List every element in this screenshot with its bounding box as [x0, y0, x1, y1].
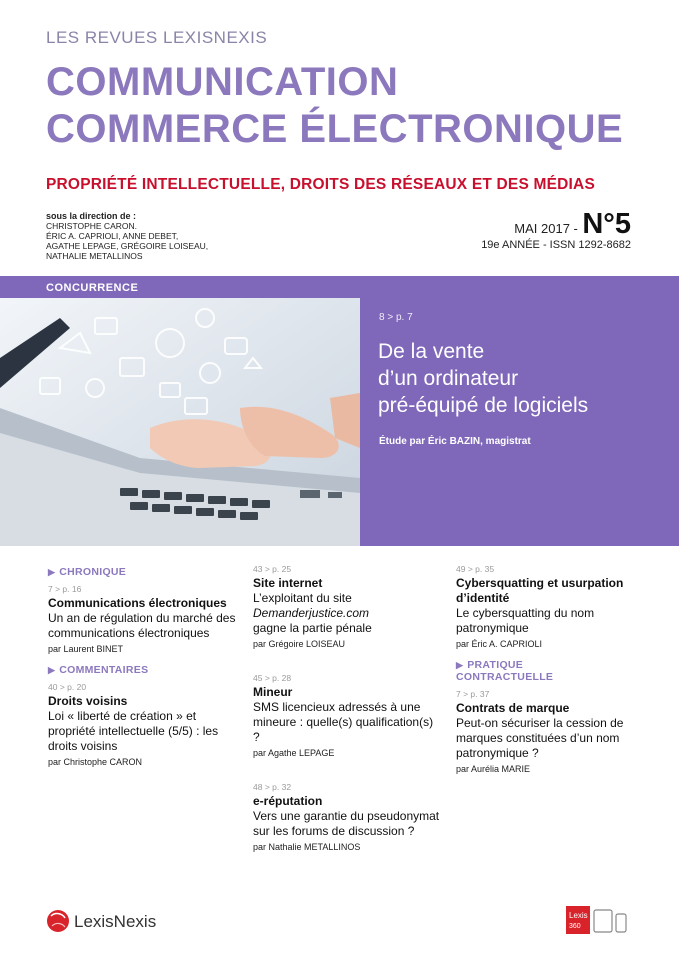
feature-title [378, 338, 668, 419]
article-title: Loi « liberté de création » et propriété intellectuelle (5/5) : les droits voisins [48, 709, 219, 753]
section-heading: ▶ CHRONIQUE [48, 566, 127, 578]
page-ref: 48 > p. 32 [253, 782, 292, 792]
page-ref: 7 > p. 37 [456, 689, 490, 699]
page-ref: 43 > p. 25 [253, 564, 292, 574]
feature-section-label: CONCURRENCE [46, 282, 139, 294]
article-author: par Laurent BINET [48, 644, 124, 654]
article-heading: Contrats de marque [456, 701, 570, 715]
direction-line: CHRISTOPHE CARON. [46, 221, 137, 231]
journal-subtitle: PROPRIÉTÉ INTELLECTUELLE, DROITS DES RÉSEAUX ET DES MÉDIAS [46, 176, 595, 193]
article-title: SMS licencieux adressés à une mineure : quelle(s) qualification(s) ? [253, 700, 434, 744]
article-author: par Christophe CARON [48, 757, 143, 767]
feature-title-line: d’un ordinateur [378, 367, 519, 390]
article-heading: Cybersquatting et usurpation d’identité [456, 576, 624, 605]
direction-line: NATHALIE METALLINOS [46, 251, 143, 261]
svg-text:LexisNexis: LexisNexis [74, 912, 157, 931]
article-author: par Agathe LEPAGE [253, 748, 335, 758]
tablet-icon [594, 910, 612, 932]
feature-title-line: De la vente [378, 340, 485, 363]
laptop-hands-image [0, 298, 360, 546]
issue-year: 19e ANNÉE - ISSN 1292-8682 [481, 239, 631, 251]
article-heading: e-réputation [253, 794, 323, 808]
article-heading: Droits voisins [48, 694, 128, 708]
article-heading: Mineur [253, 685, 293, 699]
section-heading: ▶ PRATIQUE CONTRACTUELLE [456, 659, 554, 683]
triangle-right-icon: ▶ [48, 567, 56, 577]
lexis360-badge [566, 906, 636, 941]
feature-panel [360, 298, 679, 546]
page-ref: 45 > p. 28 [253, 673, 292, 683]
contents-column-2 [253, 558, 443, 862]
contents-column-1 [48, 560, 238, 777]
feature-page-ref: 8 > p. 7 [379, 312, 413, 323]
lexisnexis-logo-icon [46, 908, 196, 934]
feature-title-line: pré-équipé de logiciels [378, 394, 589, 417]
article-title: Vers une garantie du pseudonymat sur les forums de discussion ? [253, 809, 440, 838]
issue-info [481, 208, 631, 251]
lexisnexis-logo [46, 908, 196, 939]
issue-date: MAI 2017 - [514, 221, 578, 236]
svg-text:360: 360 [569, 923, 581, 930]
feature-byline: Étude par Éric BAZIN, magistrat [379, 436, 531, 447]
journal-title-line1: COMMUNICATION [46, 60, 399, 104]
laptop-illustration [0, 298, 360, 546]
article-author: par Aurélia MARIE [456, 764, 531, 774]
article-title: Peut-on sécuriser la cession de marques constituées d’un nom patronymique ? [456, 716, 624, 760]
contents-column-3 [456, 558, 646, 784]
journal-title-line2: COMMERCE ÉLECTRONIQUE [46, 107, 624, 151]
page-ref: 49 > p. 35 [456, 564, 495, 574]
article-heading: Communications électroniques [48, 596, 227, 610]
direction-label: sous la direction de : [46, 211, 137, 221]
article-title: L’exploitant du site Demanderjustice.com gagne la partie pénale [253, 591, 372, 635]
issue-number: N°5 [582, 208, 631, 240]
series-name: LES REVUES LEXISNEXIS [46, 28, 268, 47]
article-heading: Site internet [253, 576, 323, 590]
svg-text:Lexis: Lexis [569, 911, 588, 920]
direction-line: AGATHE LEPAGE, GRÉGOIRE LOISEAU, [46, 241, 209, 251]
lexis360-badge-icon [566, 906, 636, 936]
article-title: Le cybersquatting du nom patronymique [456, 606, 595, 635]
triangle-right-icon: ▶ [48, 665, 56, 675]
triangle-right-icon: ▶ [456, 660, 464, 670]
article-author: par Nathalie METALLINOS [253, 842, 361, 852]
article-author: par Éric A. CAPRIOLI [456, 639, 543, 649]
page-ref: 40 > p. 20 [48, 682, 87, 692]
editorial-direction [46, 211, 208, 261]
page-ref: 7 > p. 16 [48, 584, 82, 594]
phone-icon [616, 914, 626, 932]
article-author: par Grégoire LOISEAU [253, 639, 346, 649]
direction-line: ÉRIC A. CAPRIOLI, ANNE DEBET, [46, 231, 179, 241]
section-heading: ▶ COMMENTAIRES [48, 664, 149, 676]
article-title: Un an de régulation du marché des communications électroniques [48, 611, 236, 640]
